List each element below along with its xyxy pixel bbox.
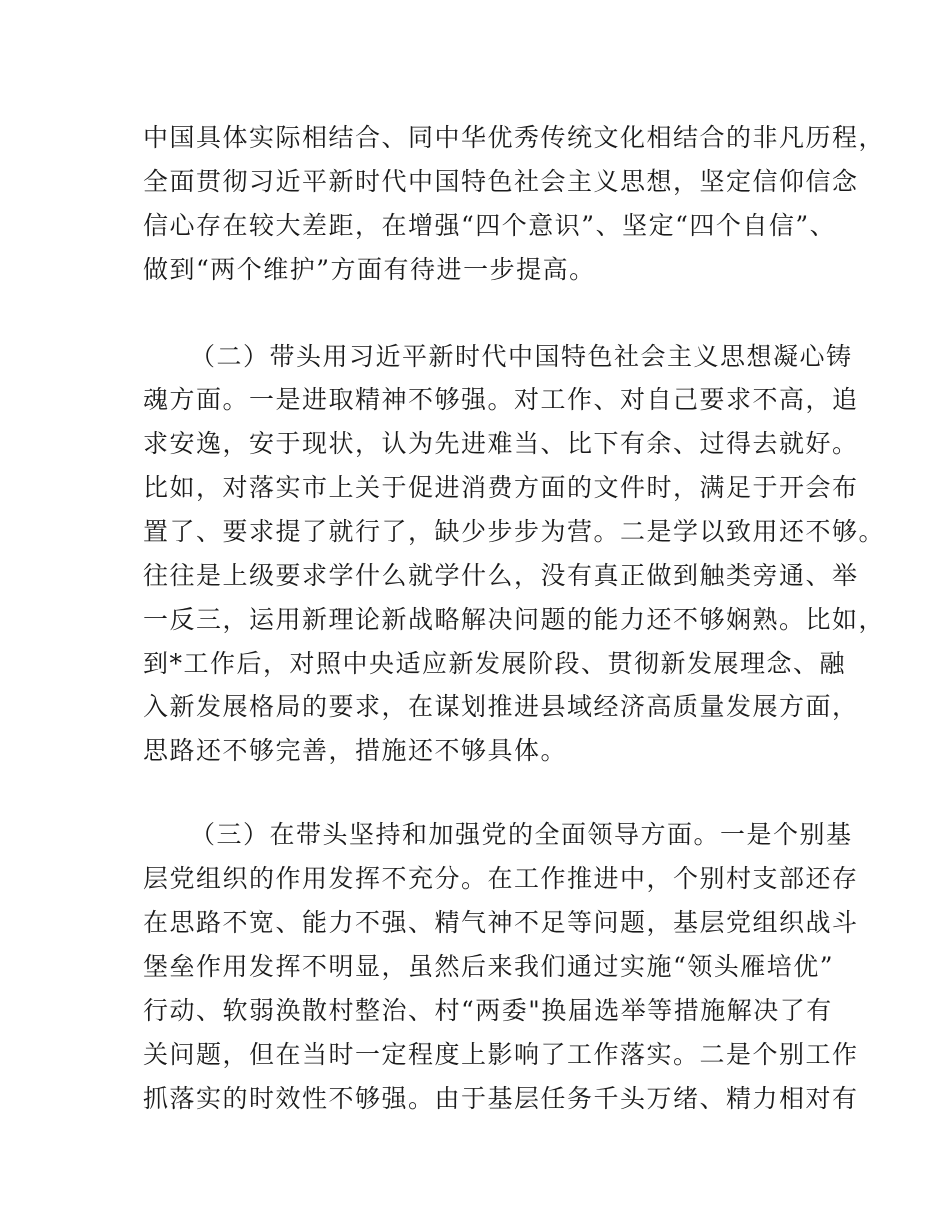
text-line: 往往是上级要求学什么就学什么，没有真正做到触类旁通、举 [143, 561, 859, 590]
text-line: 全面贯彻习近平新时代中国特色社会主义思想，坚定信仰信念 [143, 167, 859, 196]
text-line: 置了、要求提了就行了，缺少步步为营。二是学以致用还不够。 [143, 517, 886, 546]
text-line: （二）带头用习近平新时代中国特色社会主义思想凝心铸 [190, 342, 853, 371]
text-line: 做到“两个维护”方面有待进一步提高。 [143, 255, 596, 284]
text-line: 关问题，但在当时一定程度上影响了工作落实。二是个别工作 [143, 1040, 859, 1069]
text-line: 中国具体实际相结合、同中华优秀传统文化相结合的非凡历程， [143, 123, 886, 152]
text-line: （三）在带头坚持和加强党的全面领导方面。一是个别基 [190, 820, 853, 849]
text-line: 一反三，运用新理论新战略解决问题的能力还不够娴熟。比如， [143, 605, 886, 634]
text-line: 行动、软弱涣散村整治、村“两委"换届选举等措施解决了有 [143, 996, 833, 1025]
text-line: 魂方面。一是进取精神不够强。对工作、对自己要求不高，追 [143, 385, 859, 414]
text-line: 比如，对落实市上关于促进消费方面的文件时，满足于开会布 [143, 473, 859, 502]
text-line: 抓落实的时效性不够强。由于基层任务千头万绪、精力相对有 [143, 1084, 859, 1113]
text-line: 层党组织的作用发挥不充分。在工作推进中，个别村支部还存 [143, 864, 859, 893]
text-line: 思路还不够完善，措施还不够具体。 [143, 736, 568, 765]
text-line: 在思路不宽、能力不强、精气神不足等问题，基层党组织战斗 [143, 908, 859, 937]
text-line: 求安逸，安于现状，认为先进难当、比下有余、过得去就好。 [143, 429, 859, 458]
text-line: 到*工作后，对照中央适应新发展阶段、贯彻新发展理念、融 [143, 649, 847, 678]
text-line: 堡垒作用发挥不明显，虽然后来我们通过实施“领头雁培优” [143, 952, 835, 981]
text-line: 入新发展格局的要求，在谋划推进县域经济高质量发展方面， [143, 692, 859, 721]
text-line: 信心存在较大差距，在增强“四个意识”、坚定“四个自信”、 [143, 211, 837, 240]
